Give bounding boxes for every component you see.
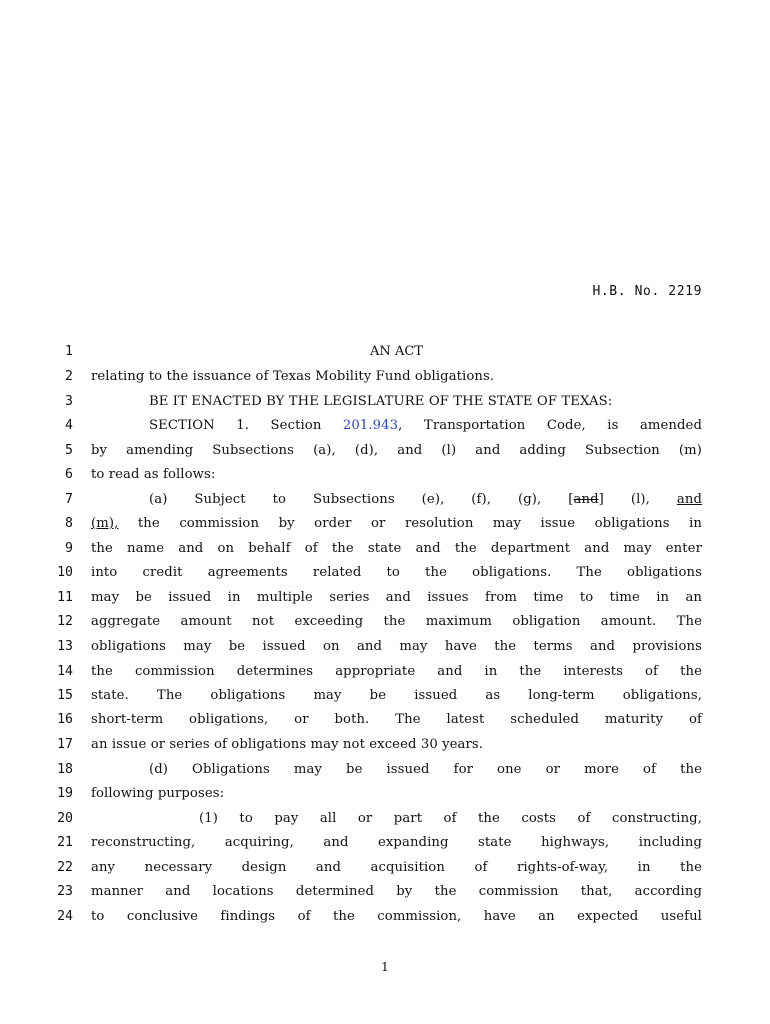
bill-number: H.B. No. 2219 — [592, 284, 702, 299]
line-16 — [0, 712, 770, 736]
line-4 — [0, 418, 770, 442]
line-24 — [0, 909, 770, 933]
line-number: 9 — [65, 541, 73, 556]
line-text: following purposes: — [91, 786, 225, 801]
underlined-text: (m), — [91, 516, 119, 531]
line-text: to read as follows: — [91, 467, 216, 482]
text-post: the commission by order or resolution may issue obligations in — [118, 516, 702, 531]
line-number: 12 — [57, 614, 73, 629]
line-text — [91, 516, 702, 531]
line-6 — [0, 467, 770, 491]
line-text: to conclusive findings of the commission, have an expected useful — [91, 909, 702, 924]
text-mid: ] (l), — [598, 492, 677, 507]
line-number: 16 — [57, 712, 73, 727]
line-20 — [0, 811, 770, 835]
line-text: may be issued in multiple series and issues from time to time in an — [91, 590, 702, 605]
line-text: reconstructing, acquiring, and expanding state highways, including — [91, 835, 702, 850]
line-8 — [0, 516, 770, 540]
line-text: an issue or series of obligations may not exceed 30 years. — [91, 737, 484, 752]
page-number: 1 — [381, 960, 389, 974]
line-text: state. The obligations may be issued as long-term obligations, — [91, 688, 702, 703]
line-17 — [0, 737, 770, 761]
line-14 — [0, 664, 770, 688]
line-text: the commission determines appropriate and in the interests of the — [91, 664, 702, 679]
enacting-clause: BE IT ENACTED BY THE LEGISLATURE OF THE STATE OF TEXAS: — [149, 394, 613, 409]
line-number: 10 — [57, 565, 73, 580]
paragraph-1-text: (1) to pay all or part of the costs of constructing, — [199, 811, 702, 826]
line-number: 8 — [65, 516, 73, 531]
line-text: by amending Subsections (a), (d), and (l) and adding Subsection (m) — [91, 443, 702, 458]
line-number: 20 — [57, 811, 73, 826]
line-11 — [0, 590, 770, 614]
line-text: obligations may be issued on and may have the terms and provisions — [91, 639, 702, 654]
line-number: 21 — [57, 835, 73, 850]
line-23 — [0, 884, 770, 908]
line-18 — [0, 762, 770, 786]
section-text-pre: SECTION 1. Section — [149, 418, 343, 433]
underlined-text: and — [676, 492, 702, 507]
line-number: 19 — [57, 786, 73, 801]
line-number: 4 — [65, 418, 73, 433]
subsection-a-text — [91, 492, 702, 507]
section-text — [91, 418, 702, 433]
text-pre: (a) Subject to Subsections (e), (f), (g), [ — [149, 492, 574, 507]
line-2 — [0, 369, 770, 393]
subsection-d-text: (d) Obligations may be issued for one or more of the — [149, 762, 702, 777]
line-1 — [0, 344, 770, 368]
line-number: 2 — [65, 369, 73, 384]
line-text: short-term obligations, or both. The latest scheduled maturity of — [91, 712, 702, 727]
line-number: 6 — [65, 467, 73, 482]
line-number: 5 — [65, 443, 73, 458]
line-number: 7 — [65, 492, 73, 507]
line-number: 17 — [57, 737, 73, 752]
line-number: 24 — [57, 909, 73, 924]
line-9 — [0, 541, 770, 565]
line-number: 13 — [57, 639, 73, 654]
line-12 — [0, 614, 770, 638]
line-19 — [0, 786, 770, 810]
line-text: aggregate amount not exceeding the maximum obligation amount. The — [91, 614, 702, 629]
line-number: 23 — [57, 884, 73, 899]
line-10 — [0, 565, 770, 589]
struck-text: and — [573, 492, 599, 507]
caption-text: relating to the issuance of Texas Mobility Fund obligations. — [91, 369, 495, 384]
line-text: the name and on behalf of the state and the department and may enter — [91, 541, 702, 556]
line-21 — [0, 835, 770, 859]
line-number: 1 — [65, 344, 73, 359]
line-3 — [0, 394, 770, 418]
line-15 — [0, 688, 770, 712]
line-number: 3 — [65, 394, 73, 409]
line-number: 11 — [57, 590, 73, 605]
line-7 — [0, 492, 770, 516]
line-text: manner and locations determined by the commission that, according — [91, 884, 702, 899]
line-number: 14 — [57, 664, 73, 679]
line-number: 15 — [57, 688, 73, 703]
act-title: AN ACT — [370, 344, 423, 359]
section-text-post: , Transportation Code, is amended — [398, 418, 703, 433]
line-5 — [0, 443, 770, 467]
line-text: into credit agreements related to the obligations. The obligations — [91, 565, 702, 580]
line-13 — [0, 639, 770, 663]
line-number: 22 — [57, 860, 73, 875]
line-text: any necessary design and acquisition of rights-of-way, in the — [91, 860, 702, 875]
line-number: 18 — [57, 762, 73, 777]
line-22 — [0, 860, 770, 884]
statute-link[interactable]: 201.943 — [342, 418, 399, 433]
